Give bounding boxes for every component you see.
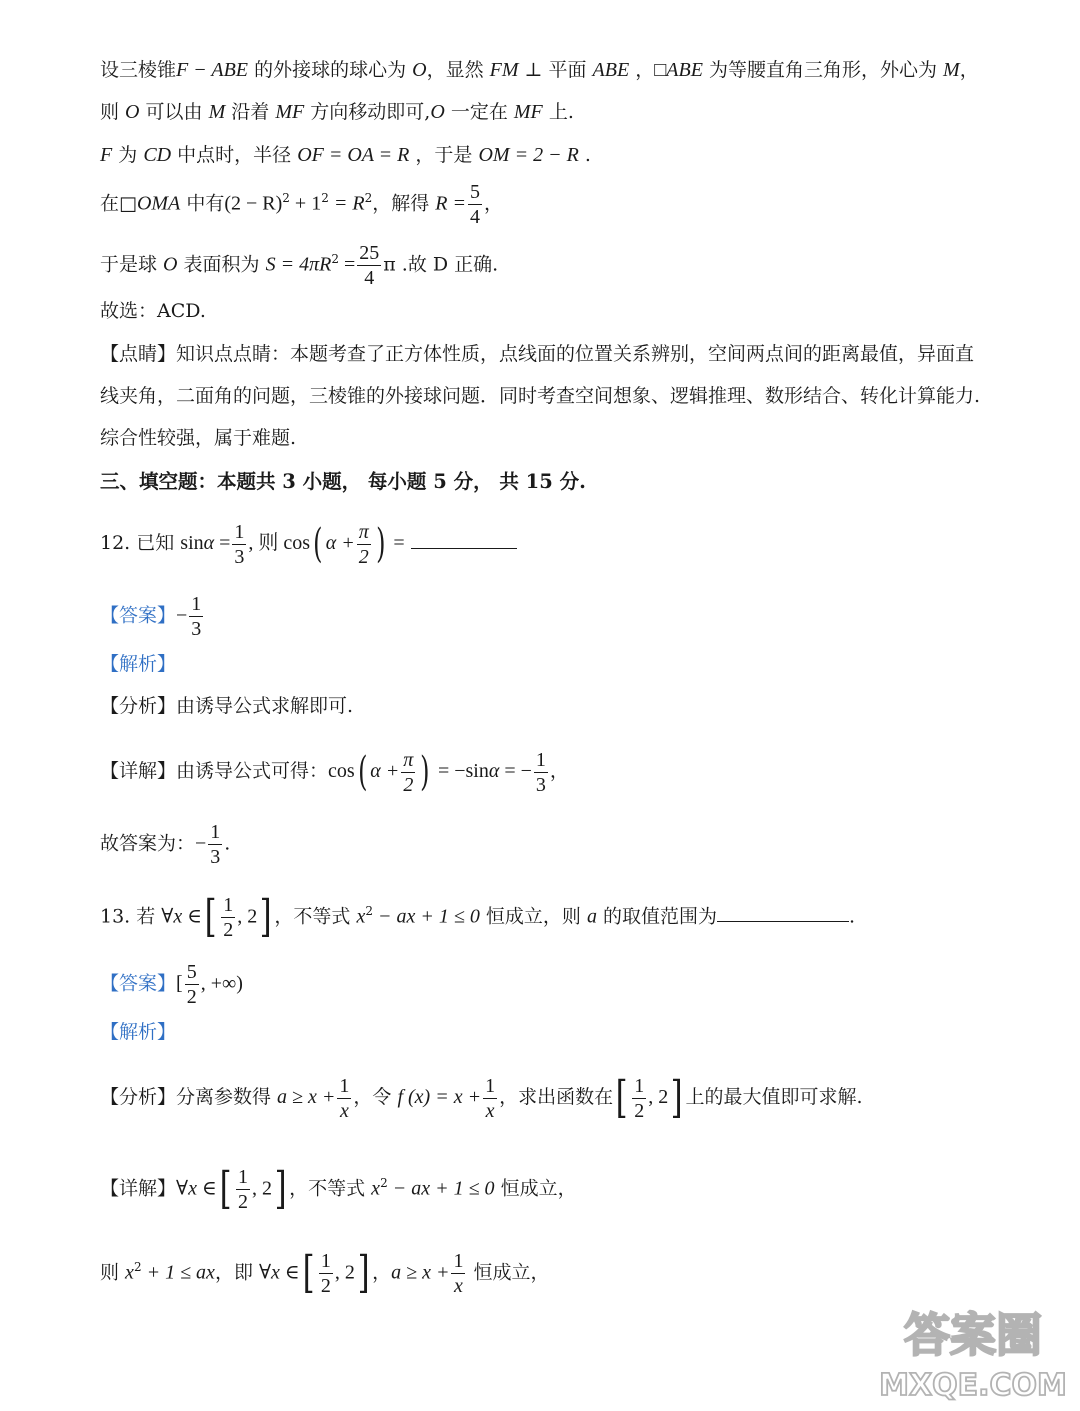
math: x: [356, 905, 366, 928]
right-bracket: ]: [274, 1163, 287, 1215]
text-line-9: 综合性较强，属于难题.: [100, 427, 297, 449]
answer-blank[interactable]: [717, 903, 849, 922]
math: F: [100, 144, 113, 166]
math: ∀: [161, 905, 174, 928]
text: 在□: [100, 192, 137, 215]
text: ⊥ 平面: [518, 59, 593, 81]
text: 的外接球的球心为: [248, 59, 413, 81]
analysis-12: 【分析】由诱导公式求解即可.: [100, 695, 354, 717]
text-line-6: 故选：ACD.: [100, 300, 206, 322]
text: 【详解】: [100, 1177, 177, 1200]
numerator: 1: [320, 1249, 331, 1272]
denominator: 2: [403, 773, 414, 796]
text: 沿着: [225, 101, 276, 123]
denominator: 2: [223, 918, 234, 941]
math: a: [586, 905, 597, 928]
text: π .故 D 正确.: [383, 253, 499, 276]
numerator: 1: [191, 593, 202, 615]
math: , 则 cos: [248, 532, 311, 554]
math: M: [208, 101, 226, 123]
left-bracket: [: [302, 1247, 315, 1299]
math: a ≥ x +: [277, 1086, 336, 1108]
text: 【详解】由诱导公式可得：: [100, 760, 329, 782]
numerator: 1: [210, 821, 221, 843]
math: O: [412, 59, 427, 81]
math: F − ABE: [176, 59, 249, 81]
math: + 1 ≤ ax: [141, 1261, 215, 1284]
math: =: [214, 532, 231, 554]
numerator: 1: [485, 1074, 496, 1097]
text: 为: [112, 144, 144, 166]
numerator: 1: [237, 1165, 248, 1188]
text: 恒成立，则: [479, 905, 587, 928]
math: OF = OA = R: [297, 144, 410, 166]
text: ，: [483, 192, 503, 215]
math: ∀x ∈: [176, 1177, 217, 1200]
text: .: [578, 144, 591, 166]
denominator: 2: [320, 1274, 331, 1297]
denominator: 3: [191, 618, 202, 640]
denominator: 2: [634, 1099, 645, 1122]
math: ∈: [182, 905, 203, 928]
superscript: 2: [331, 252, 339, 267]
text: 可以由: [139, 101, 209, 123]
denominator: 3: [535, 773, 546, 796]
fraction: [451, 1251, 465, 1296]
math: x: [173, 905, 183, 928]
superscript: 2: [282, 191, 290, 206]
superscript: 2: [133, 1260, 142, 1274]
math: x: [371, 1177, 381, 1200]
fraction: [189, 594, 203, 639]
denominator: 2: [358, 545, 369, 568]
text: 设三棱锥: [100, 59, 177, 81]
question-12: [100, 520, 517, 567]
math: □ABE: [654, 59, 703, 81]
fraction: [232, 522, 246, 567]
text: ，于是: [409, 144, 479, 166]
numerator: 1: [634, 1074, 645, 1097]
text-line-8: 线夹角，二面角的问题，三棱锥的外接球问题．同时考查空间想象、逻辑推理、数形结合、转化计算能力.: [100, 385, 981, 407]
text: 恒成立，: [494, 1177, 577, 1200]
text: .: [224, 832, 231, 855]
numerator: 1: [234, 520, 245, 543]
text: ，: [372, 1261, 392, 1284]
text: 表面积为: [177, 253, 266, 276]
detail-13-line-2: [100, 1242, 550, 1297]
text-line-1: [100, 56, 979, 84]
denominator: x: [485, 1099, 495, 1122]
numerator: 25: [359, 242, 380, 264]
fraction: [468, 182, 482, 227]
answer-13: [100, 962, 243, 1007]
text: 中有: [180, 192, 225, 215]
math: , 2: [251, 1177, 272, 1200]
text: ，不等式: [289, 1177, 372, 1200]
fraction: [319, 1251, 333, 1296]
fraction: [185, 962, 199, 1007]
text: 则: [100, 101, 126, 123]
math: O: [125, 101, 140, 123]
text: 上的最大值即可求解.: [685, 1086, 863, 1108]
right-bracket: ]: [670, 1072, 683, 1123]
answer-tag: 【答案】: [100, 604, 177, 627]
text: 的取值范围为: [596, 905, 717, 928]
math: , +∞): [200, 972, 243, 995]
text: ，令: [353, 1086, 398, 1108]
right-bracket: ]: [259, 891, 272, 943]
math: = R: [328, 192, 365, 215]
fraction: [337, 1076, 351, 1121]
analysis-13: [100, 1072, 862, 1122]
superscript: 2: [321, 191, 329, 206]
analysis-tag-13: 【解析】: [100, 1021, 177, 1043]
left-bracket: [: [219, 1163, 232, 1215]
text-line-2: [100, 98, 574, 126]
text: ，: [959, 59, 979, 81]
math: cos: [328, 760, 355, 782]
math: α +: [325, 532, 355, 554]
math: + 1: [289, 192, 322, 215]
text: 为等腰直角三角形，外心为: [702, 59, 944, 81]
text: .: [849, 905, 856, 928]
fraction: [401, 750, 415, 795]
math: ∀x ∈: [258, 1261, 300, 1284]
text: 12. 已知: [100, 532, 181, 554]
math: x: [125, 1261, 134, 1284]
math: , 2: [648, 1086, 669, 1108]
text: 中点时，半径: [171, 144, 298, 166]
math: OMA: [136, 192, 181, 215]
numerator: 5: [469, 181, 480, 203]
text: ，即: [214, 1261, 259, 1284]
final-answer-12: [100, 822, 230, 867]
math: [: [176, 972, 183, 995]
denominator: 2: [237, 1190, 248, 1213]
text: 则: [100, 1261, 126, 1284]
denominator: 4: [469, 206, 480, 228]
fraction: [357, 243, 381, 288]
text: 一定在: [444, 101, 514, 123]
text: 上.: [542, 101, 574, 123]
detail-13: [100, 1158, 577, 1213]
text: ，显然: [426, 59, 490, 81]
numerator: π: [358, 520, 369, 543]
text-line-5: [100, 243, 498, 288]
math: (2 − R): [224, 192, 283, 215]
watermark-text-bottom: MXQE.COM: [879, 1368, 1067, 1403]
superscript: 2: [380, 1176, 388, 1190]
numerator: 1: [339, 1074, 350, 1097]
denominator: x: [454, 1274, 463, 1297]
text: 【分析】分离参数得: [100, 1086, 278, 1108]
text-line-3: [100, 141, 591, 169]
math: M: [943, 59, 960, 81]
fraction: [483, 1076, 497, 1121]
text: ，求出函数在: [499, 1086, 614, 1108]
watermark-text-top: 答案圈: [904, 1308, 1042, 1362]
denominator: 3: [234, 545, 245, 568]
text: 故答案为：: [100, 832, 196, 855]
analysis-tag-12: 【解析】: [100, 653, 177, 675]
right-paren: ): [375, 521, 386, 567]
math: −: [176, 604, 188, 627]
math: f (x) = x +: [397, 1086, 482, 1108]
math: O: [163, 253, 178, 276]
text: ，: [629, 59, 655, 81]
answer-12: [100, 594, 205, 639]
text: 恒成立，: [467, 1261, 550, 1284]
math: α: [488, 760, 500, 782]
numerator: 5: [186, 961, 197, 983]
text: ，: [549, 760, 569, 782]
answer-blank[interactable]: [411, 530, 517, 549]
left-bracket: [: [204, 891, 217, 943]
math: a ≥ x +: [391, 1261, 450, 1284]
math: − ax + 1 ≤ 0: [387, 1177, 495, 1200]
math: −: [195, 832, 207, 855]
math: FM: [489, 59, 519, 81]
text: 方向移动即可,: [304, 101, 431, 123]
text-line-4: [100, 182, 503, 227]
math: ABE: [592, 59, 630, 81]
numerator: 1: [535, 748, 546, 771]
numerator: 1: [223, 893, 234, 916]
fraction: [236, 1167, 250, 1212]
math: =: [338, 253, 356, 276]
fraction: [357, 522, 371, 567]
math: sin: [180, 532, 204, 554]
text: ，解得: [372, 192, 436, 215]
math: OM = 2 − R: [478, 144, 579, 166]
math: =: [388, 532, 405, 554]
math: , 2: [334, 1261, 355, 1284]
superscript: 2: [364, 191, 373, 206]
right-bracket: ]: [357, 1247, 370, 1299]
numerator: 1: [453, 1249, 464, 1272]
section-heading: 三、填空题：本题共 3 小题， 每小题 5 分， 共 15 分.: [100, 470, 586, 493]
math: CD: [143, 144, 172, 166]
left-paren: (: [313, 521, 323, 567]
math: R =: [435, 192, 466, 215]
answer-tag: 【答案】: [100, 972, 177, 995]
math: = −: [499, 760, 532, 782]
detail-12: [100, 748, 569, 795]
math: = −sin: [432, 760, 489, 782]
math: S = 4πR: [265, 253, 332, 276]
denominator: 3: [210, 846, 221, 868]
math: MF: [275, 101, 305, 123]
math: O: [430, 101, 445, 123]
text: ，不等式: [274, 905, 357, 928]
text: 于是球: [100, 253, 164, 276]
question-13: [100, 886, 855, 941]
denominator: 4: [364, 267, 375, 289]
superscript: 2: [365, 904, 373, 918]
denominator: x: [339, 1099, 349, 1122]
text: 13. 若: [100, 905, 162, 928]
fraction: [534, 750, 548, 795]
left-bracket: [: [615, 1072, 628, 1123]
left-paren: (: [357, 749, 368, 795]
fraction: [208, 822, 222, 867]
math: MF: [513, 101, 543, 123]
math: α: [203, 532, 215, 554]
math: , 2: [237, 905, 258, 928]
math: α +: [370, 760, 400, 782]
fraction: [632, 1076, 646, 1121]
fraction: [221, 895, 235, 940]
watermark-logo: [878, 1295, 1068, 1405]
numerator: π: [403, 748, 414, 771]
denominator: 2: [186, 986, 197, 1008]
text-line-7: 【点睛】知识点点睛：本题考查了正方体性质，点线面的位置关系辨别，空间两点间的距离最值，异面直: [100, 343, 975, 365]
math: − ax + 1 ≤ 0: [373, 905, 480, 928]
right-paren: ): [420, 749, 430, 795]
